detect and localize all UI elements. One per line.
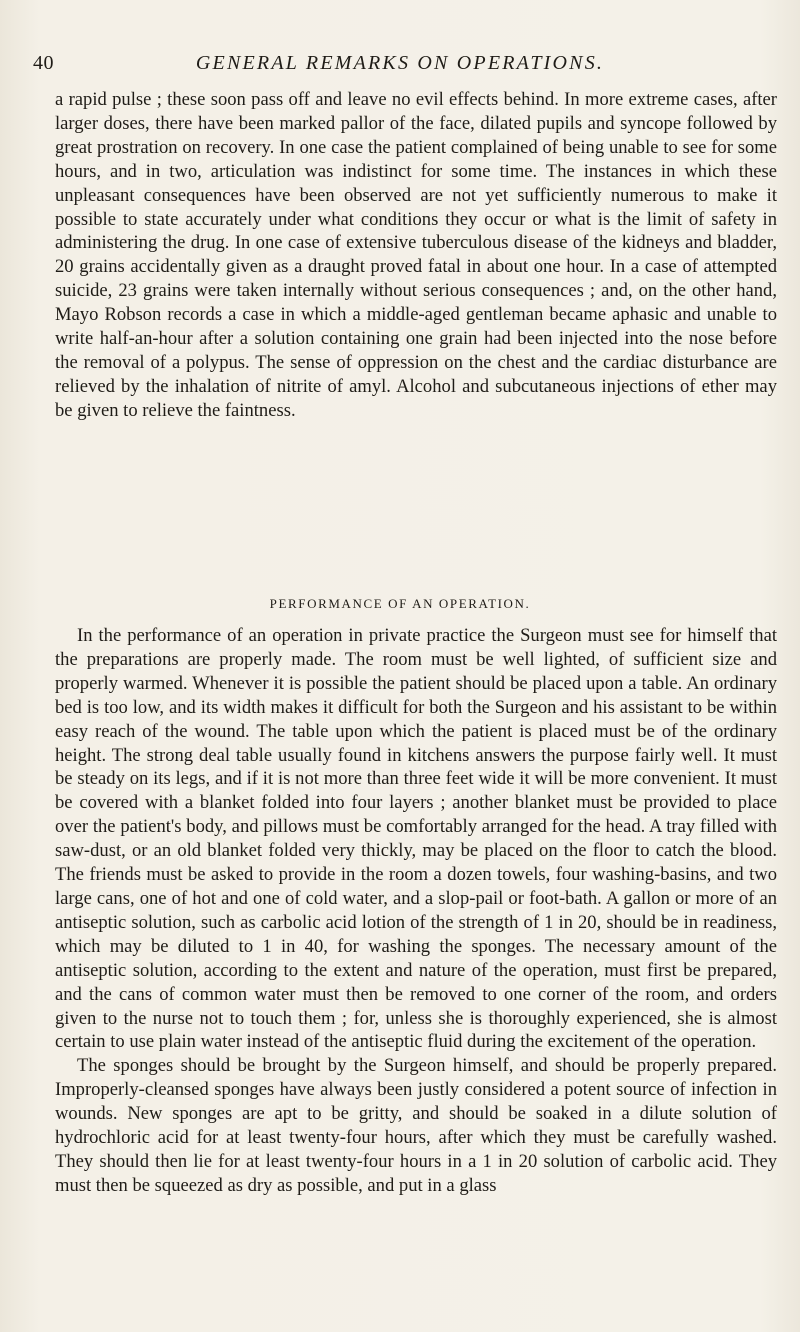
paragraph: a rapid pulse ; these soon pass off and leave no evil effects behind. In more extreme cases, after larger doses, there have been marked pallor of the face, dilated pupils and syncope followed by great prostration on recovery. In one case the patient complained of being unable to see for some hours, and in two, articulation was indistinct for some time. The instances in which these unpleasant consequences have been observed are not yet sufficiently numerous to make it possible to state accurately under what conditions they occur or what is the limit of safety in administering the drug. In one case of extensive tuberculous disease of the kidneys and bladder, 20 grains accidentally given as a draught proved fatal in about one hour. In a case of attempted suicide, 23 grains were taken internally without serious consequences ; and, on the other hand, Mayo Robson records a case in which a middle-aged gentleman became aphasic and unable to write half-an-hour after a solution containing one grain had been injected into the nose before the removal of a polypus. The sense of oppression on the chest and the cardiac disturbance are relieved by the inhalation of nitrite of amyl. Alcohol and subcutaneous injections of ether may be given to relieve the faintness.	[55, 89, 777, 421]
text-block-top	[55, 88, 777, 423]
section-heading: PERFORMANCE OF AN OPERATION.	[269, 596, 531, 611]
page-number: 40	[33, 52, 54, 74]
text-block-section	[55, 624, 777, 1198]
paragraph: In the performance of an operation in private practice the Surgeon must see for himself that the preparations are properly made. The room must be well lighted, of sufficient size and properly warmed. Whenever it is possible the patient should be placed upon a table. An ordinary bed is too low, and its width makes it difficult for both the Surgeon and his assistant to be within easy reach of the wound. The table upon which the patient is placed must be of the ordinary height. The strong deal table usually found in kitchens answers the purpose fairly well. It must be steady on its legs, and if it is not more than three feet wide it will be more convenient. It must be covered with a blanket folded into four layers ; another blanket must be provided to place over the patient's body, and pillows must be comfortably arranged for the head. A tray filled with saw-dust, or an old blanket folded very thickly, may be placed on the floor to catch the blood. The friends must be asked to provide in the room a dozen towels, four washing-basins, and two large cans, one of hot and one of cold water, and a slop-pail or foot-bath. A gallon or more of an antiseptic solution, such as carbolic acid lotion of the strength of 1 in 20, should be in readiness, which may be diluted to 1 in 40, for washing the sponges. The necessary amount of the antiseptic solution, according to the extent and nature of the operation, must first be prepared, and the cans of common water must then be removed to one corner of the room, and orders given to the nurse not to touch them ; for, unless she is thoroughly experienced, she is almost certain to use plain water instead of the antiseptic fluid during the excitement of the operation.	[55, 625, 777, 1053]
running-title: GENERAL REMARKS ON OPERATIONS.	[195, 52, 605, 74]
page-header	[0, 52, 800, 84]
paragraph: The sponges should be brought by the Surgeon himself, and should be properly prepared. Improperly-cleansed sponges have always been justly considered a potent source of infection in wounds. New sponges are apt to be gritty, and should be soaked in a dilute solution of hydrochloric acid for at least twenty-four hours, after which they must be carefully washed. They should then lie for at least twenty-four hours in a 1 in 20 solution of carbolic acid. They must then be squeezed as dry as possible, and put in a glass	[55, 1055, 777, 1196]
